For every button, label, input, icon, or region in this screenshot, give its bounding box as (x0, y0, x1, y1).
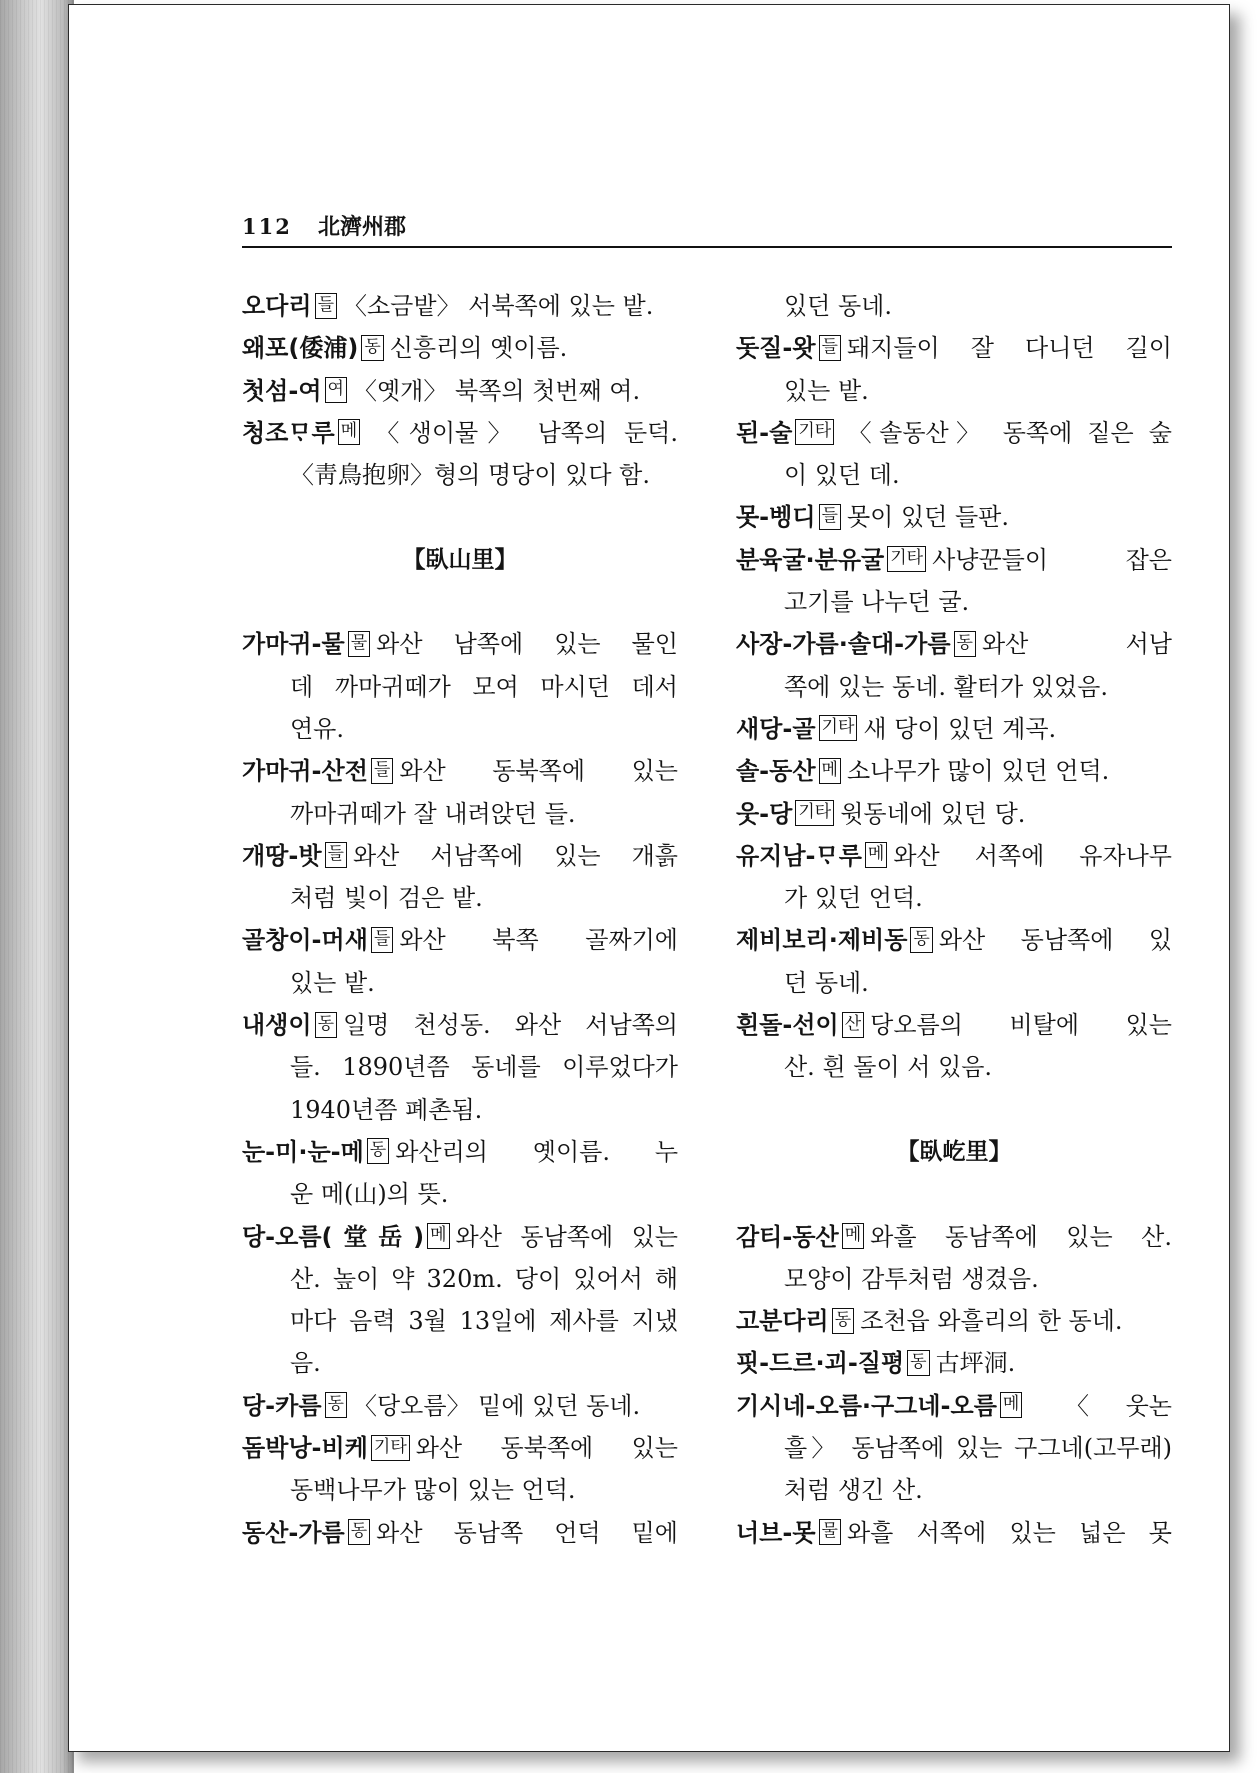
entry-first-line (242, 1216, 678, 1258)
headword: 핏-드르·괴-질평 (736, 1349, 905, 1378)
entry-first-line (242, 327, 678, 369)
category-tag: 메 (865, 842, 887, 868)
right-column (736, 285, 1172, 1554)
category-tag: 동 (348, 1519, 370, 1545)
dictionary-entry (242, 750, 678, 835)
entry-continuation-line: 가 있던 언덕. (784, 884, 923, 913)
entry-text: 와산 남쪽에 있는 물인 (376, 630, 678, 659)
entry-first-line (736, 496, 1172, 538)
entry-continuation-line: 있는 밭. (290, 968, 375, 997)
headword: 내생이 (242, 1011, 312, 1040)
section-heading: 【臥屹里】 (896, 1137, 1012, 1165)
headword: 오다리 (242, 292, 312, 320)
headword: 새당-골 (736, 714, 816, 743)
entry-continuation-line: 산. 높이 약 320m. 당이 있어서 해 (290, 1264, 678, 1293)
entry-text: 와산 서남 (981, 630, 1172, 659)
headword: 가마귀-산전 (242, 757, 368, 786)
entry-first-line (736, 327, 1172, 369)
entry-first-line (736, 1342, 1172, 1384)
entry-text: 와산 동북쪽에 있는 (399, 757, 678, 786)
entry-first-line (242, 370, 678, 412)
category-tag: 기타 (887, 546, 926, 572)
entry-continuation-line: 동백나무가 많이 있는 언덕. (290, 1476, 576, 1505)
entry-continuation-line: 마다 음력 3월 13일에 제사를 지냈 (290, 1307, 678, 1336)
headword: 솔-동산 (736, 757, 816, 786)
headword: 기시네-오름·구그네-오름 (736, 1391, 997, 1420)
headword: 청조ᄆᆞ루 (242, 418, 335, 447)
dictionary-entry (242, 1385, 678, 1427)
entry-text: 새 당이 있던 계곡. (863, 714, 1057, 743)
dictionary-entry (736, 1512, 1172, 1554)
dictionary-entry (242, 623, 678, 750)
entry-first-line (736, 412, 1172, 454)
header-rule (242, 246, 1172, 248)
category-tag: 동 (832, 1308, 854, 1334)
entry-text: 소나무가 많이 있던 언덕. (846, 757, 1110, 786)
headword: 사장-가름·솔대-가름 (736, 630, 951, 659)
page-number: 112 (242, 214, 292, 239)
category-tag: 들 (315, 293, 337, 319)
entry-text: 신흥리의 옛이름. (389, 334, 568, 363)
entry-text: 못이 있던 들판. (846, 503, 1009, 532)
headword: 개땅-밧 (242, 841, 322, 870)
headword: 당-카름 (242, 1391, 322, 1420)
headword: 흰돌-선이 (736, 1011, 839, 1040)
category-tag: 기타 (371, 1435, 410, 1461)
entry-continuation (736, 285, 1172, 327)
entry-continuation-line: 쪽에 있는 동네. 활터가 있었음. (784, 672, 1108, 701)
category-tag: 들 (325, 842, 347, 868)
dictionary-entry (242, 327, 678, 369)
entry-continuation-line: 〈靑鳥抱卵〉형의 명당이 있다 함. (290, 461, 650, 490)
entry-text: 와산 동남쪽에 있 (938, 926, 1172, 955)
entry-continuation-line: 흘〉 동남쪽에 있는 구그네(고무래) (784, 1434, 1172, 1463)
dictionary-entry (242, 1004, 678, 1131)
dictionary-entry (736, 1342, 1172, 1384)
category-tag: 여 (325, 377, 347, 403)
entry-text: 와산 북쪽 골짜기에 (399, 926, 678, 955)
headword: 못-벵디 (736, 503, 816, 532)
entry-continuation-line: 들. 1890년쯤 동네를 이루었다가 (290, 1053, 678, 1082)
headword: 첫섬-여 (242, 376, 322, 405)
category-tag: 들 (819, 504, 841, 530)
entry-continuation-line: 있는 밭. (784, 376, 869, 405)
entry-continuation-line: 고기를 나누던 굴. (784, 588, 970, 617)
category-tag: 들 (819, 335, 841, 361)
category-tag: 들 (371, 927, 393, 953)
entry-text: 와산 서남쪽에 있는 개흙 (352, 841, 678, 870)
dictionary-entry (736, 1216, 1172, 1301)
entry-text: 와산 동남쪽 언덕 밑에 (376, 1518, 678, 1547)
category-tag: 메 (842, 1223, 864, 1249)
entry-text: 와흘 동남쪽에 있는 산. (870, 1222, 1172, 1251)
category-tag: 동 (367, 1138, 389, 1164)
dictionary-entry (242, 1216, 678, 1385)
headword: 돔박낭-비케 (242, 1434, 368, 1463)
headword: 가마귀-물 (242, 630, 345, 659)
category-tag: 산 (842, 1012, 864, 1038)
dictionary-entry (736, 835, 1172, 920)
entry-first-line (242, 919, 678, 961)
entry-first-line (736, 1512, 1172, 1554)
dictionary-entry (736, 708, 1172, 750)
entry-first-line (242, 1004, 678, 1046)
dictionary-entry (736, 623, 1172, 708)
entry-text: 조천읍 와흘리의 한 동네. (860, 1307, 1123, 1336)
entry-continuation-line: 운 메(山)의 뜻. (290, 1180, 449, 1209)
dictionary-entry (242, 1427, 678, 1512)
entry-text: 와산 동북쪽에 있는 (415, 1434, 678, 1463)
entry-text: 〈생이물〉 남쪽의 둔덕. (366, 418, 678, 447)
entry-continuation-line: 처럼 빛이 검은 밭. (290, 884, 483, 913)
entry-text: 일명 천성동. 와산 서남쪽의 (343, 1011, 678, 1040)
headword: 골창이-머새 (242, 926, 368, 955)
entry-first-line (736, 1300, 1172, 1342)
entry-first-line (736, 1216, 1172, 1258)
left-column (242, 285, 678, 1554)
entry-text: 돼지들이 잘 다니던 길이 (846, 334, 1172, 363)
entry-first-line (242, 1427, 678, 1469)
headword: 너브-못 (736, 1518, 816, 1547)
entry-continuation-line: 데 까마귀떼가 모여 마시던 데서 (290, 672, 678, 701)
book-page (68, 4, 1230, 1752)
headword: 동산-가름 (242, 1518, 345, 1547)
entry-first-line (736, 835, 1172, 877)
entry-first-line (736, 750, 1172, 792)
category-tag: 기타 (795, 800, 834, 826)
headword: 돗질-왓 (736, 334, 816, 363)
entry-continuation-line: 까마귀떼가 잘 내려앉던 들. (290, 799, 576, 828)
dictionary-entry (242, 1131, 678, 1216)
category-tag: 동 (361, 335, 383, 361)
entry-first-line (242, 1512, 678, 1554)
book-page-edge (0, 0, 74, 1773)
headword: 된-술 (736, 418, 793, 447)
headword: 제비보리·제비동 (736, 926, 908, 955)
entry-continuation-line: 1940년쯤 폐촌됨. (290, 1095, 483, 1124)
entry-text: 古坪洞. (935, 1349, 1016, 1378)
category-tag: 들 (371, 758, 393, 784)
entry-first-line (736, 708, 1172, 750)
category-tag: 물 (819, 1519, 841, 1545)
dictionary-entry (242, 835, 678, 920)
dictionary-entry (736, 412, 1172, 497)
headword: 분육굴·분유굴 (736, 545, 885, 574)
category-tag: 메 (819, 758, 841, 784)
entry-text: 와산 서쪽에 유자나무 (893, 841, 1172, 870)
category-tag: 동 (315, 1012, 337, 1038)
entry-first-line (242, 285, 678, 327)
entry-continuation-line: 이 있던 데. (784, 461, 900, 490)
entry-text: 〈솔동산〉 동쪽에 짙은 숲 (840, 418, 1172, 447)
headword: 왜포(倭浦) (242, 334, 359, 363)
entry-first-line (736, 1004, 1172, 1046)
entry-first-line (736, 539, 1172, 581)
entry-text: 〈소금밭〉 서북쪽에 있는 밭. (343, 292, 654, 320)
dictionary-entry (736, 793, 1172, 835)
dictionary-entry (736, 750, 1172, 792)
category-tag: 메 (338, 419, 360, 445)
entry-first-line (736, 919, 1172, 961)
entry-first-line (242, 835, 678, 877)
dictionary-entry (736, 1004, 1172, 1089)
entry-first-line (736, 793, 1172, 835)
dictionary-entry (736, 1385, 1172, 1512)
entry-first-line (242, 623, 678, 665)
dictionary-entry (736, 919, 1172, 1004)
category-tag: 동 (907, 1350, 929, 1376)
category-tag: 메 (427, 1223, 449, 1249)
entry-first-line (242, 1385, 678, 1427)
entry-text: 윗동네에 있던 당. (840, 799, 1026, 828)
entry-first-line (242, 750, 678, 792)
section-heading: 【臥山里】 (402, 545, 518, 573)
entry-text: 당오름의 비탈에 있는 (870, 1011, 1172, 1040)
dictionary-entry (736, 327, 1172, 412)
category-tag: 메 (1000, 1392, 1022, 1418)
category-tag: 물 (348, 631, 370, 657)
headword: 웃-당 (736, 799, 793, 828)
entry-text: 〈웃논 (1028, 1391, 1172, 1420)
entry-text: 와산리의 옛이름. 누 (395, 1137, 678, 1166)
entry-continuation-line: 연유. (290, 714, 344, 743)
entry-continuation-line: 있던 동네. (784, 292, 892, 320)
entry-continuation-line: 산. 흰 돌이 서 있음. (784, 1053, 993, 1082)
headword: 눈-미·눈-메 (242, 1137, 364, 1166)
entry-continuation-line: 던 동네. (784, 968, 869, 997)
entry-text: 사냥꾼들이 잡은 (932, 545, 1172, 574)
category-tag: 동 (954, 631, 976, 657)
category-tag: 기타 (795, 419, 834, 445)
entry-first-line (242, 1131, 678, 1173)
page-title: 北濟州郡 (318, 214, 407, 240)
headword: 당-오름(堂岳) (242, 1222, 425, 1251)
entry-text: 〈옛개〉 북쪽의 첫번째 여. (352, 376, 641, 405)
dictionary-entry (736, 1300, 1172, 1342)
entry-continuation-line: 모양이 감투처럼 생겼음. (784, 1264, 1039, 1293)
entry-continuation-line: 처럼 생긴 산. (784, 1476, 923, 1505)
dictionary-entry (242, 370, 678, 412)
headword: 유지남-ᄆᆞ루 (736, 841, 862, 870)
entry-first-line (242, 412, 678, 454)
headword: 감티-동산 (736, 1222, 839, 1251)
dictionary-entry (242, 285, 678, 327)
entry-continuation-line: 음. (290, 1349, 321, 1378)
entry-first-line (736, 1385, 1172, 1427)
dictionary-entry (242, 919, 678, 1004)
entry-text: 〈당오름〉 밑에 있던 동네. (352, 1391, 641, 1420)
entry-text: 와흘 서쪽에 있는 넓은 못 (846, 1518, 1172, 1547)
category-tag: 동 (325, 1392, 347, 1418)
entry-text: 와산 동남쪽에 있는 (455, 1222, 678, 1251)
dictionary-entry (736, 539, 1172, 624)
dictionary-entry (736, 496, 1172, 538)
headword: 고분다리 (736, 1307, 829, 1336)
entry-first-line (736, 623, 1172, 665)
category-tag: 동 (910, 927, 932, 953)
dictionary-entry (242, 412, 678, 497)
dictionary-entry (242, 1512, 678, 1554)
category-tag: 기타 (819, 715, 858, 741)
